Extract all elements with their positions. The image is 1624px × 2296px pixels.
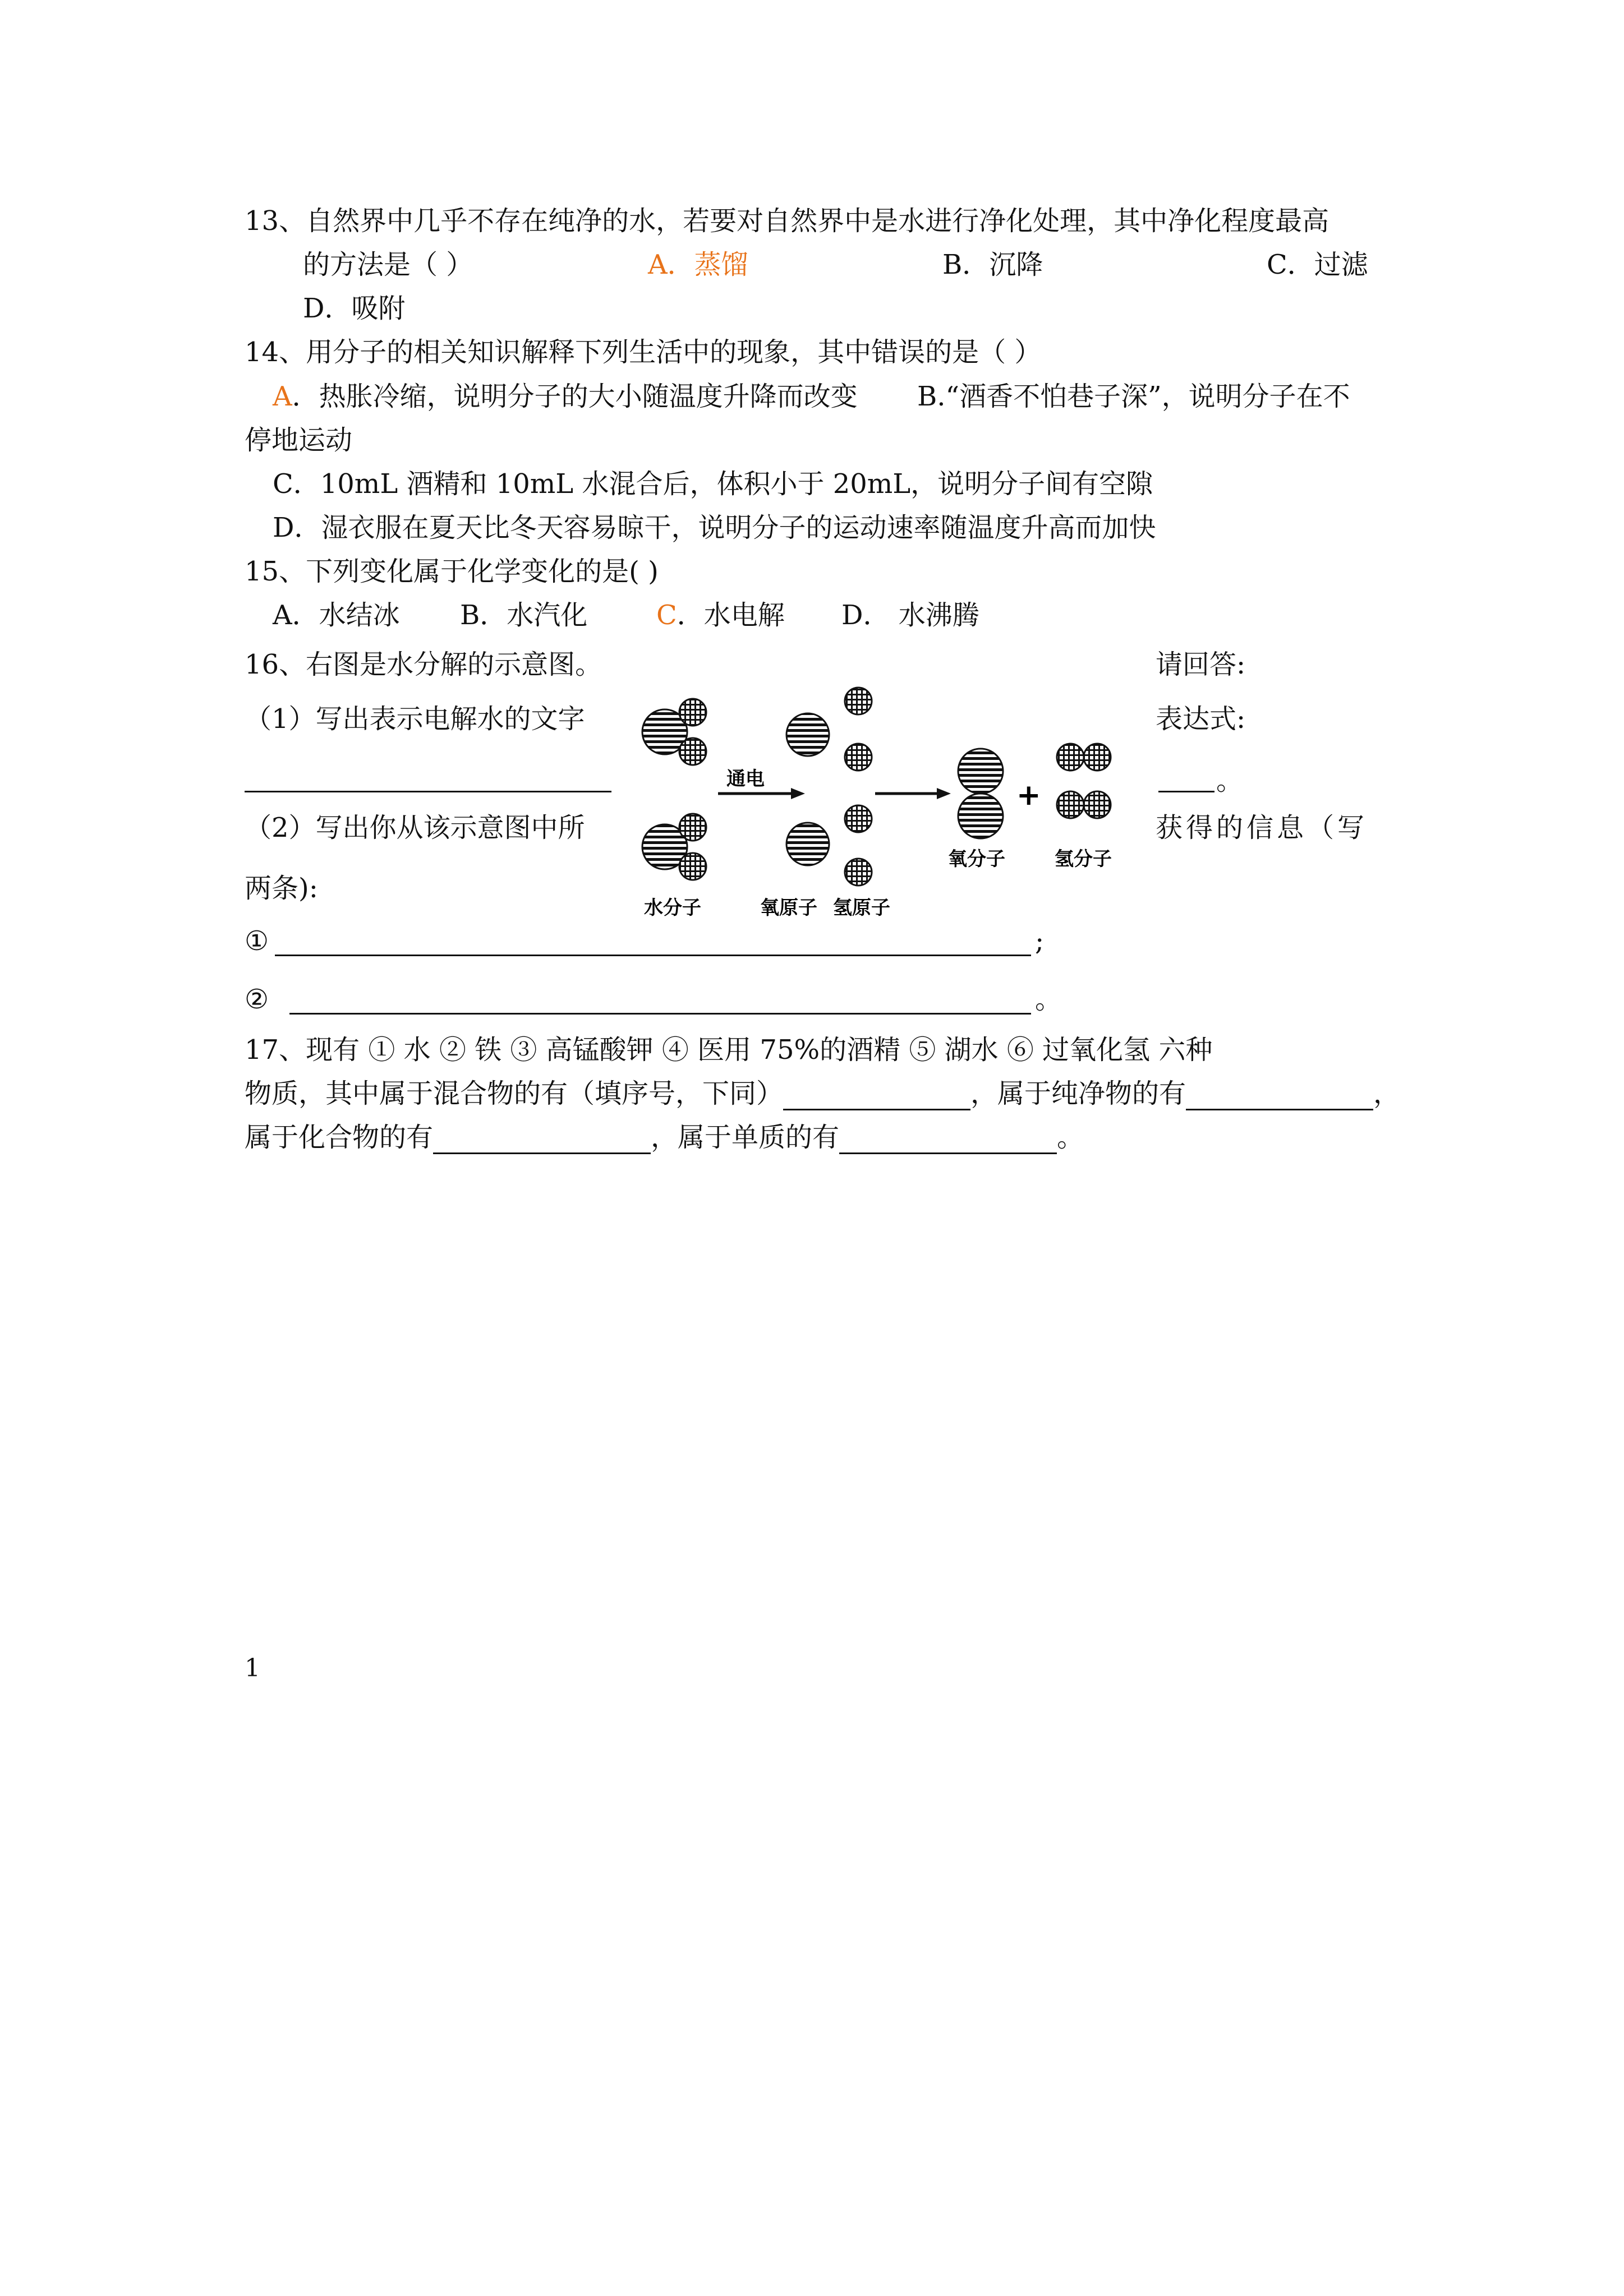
q16-stem-right: 请回答:: [1156, 649, 1246, 680]
label-hydrogen-atom: 氢原子: [833, 897, 890, 919]
q15-stem: 15、下列变化属于化学变化的是( ): [245, 556, 659, 587]
q14-option-a: ．热胀冷缩，说明分子的大小随温度升降而改变: [292, 381, 858, 412]
q14-line-ab: [273, 380, 858, 413]
hydrogen-molecule-bottom: [1057, 791, 1111, 818]
q13-option-b: B．沉降: [942, 249, 1043, 280]
q13-option-a: A．蒸馏: [648, 249, 748, 280]
q17-pure-blank[interactable]: [1186, 1083, 1373, 1110]
q16-part1: （1）写出表示电解水的文字: [245, 703, 585, 735]
q17-compound-label: 属于化合物的有: [245, 1122, 434, 1153]
q16-part2-right: 获得的信息（写: [1156, 812, 1368, 843]
q17-comma: ，: [1373, 1078, 1401, 1109]
q17-line3: [245, 1121, 1084, 1154]
q15-option-c: [656, 598, 785, 632]
reaction-arrow: [875, 788, 951, 799]
q17-element-label: ，属于单质的有: [651, 1122, 840, 1153]
q16-item1-end: ;: [1035, 925, 1045, 957]
q14-stem: 14、用分子的相关知识解释下列生活中的现象，其中错误的是（ ）: [245, 336, 1042, 368]
q17-mixture-label: 物质，其中属于混合物的有（填序号，下同）: [245, 1078, 784, 1109]
q17-compound-blank[interactable]: [433, 1127, 651, 1154]
oxygen-atom-top: [786, 713, 829, 756]
q15-option-a: A．水结冰: [273, 600, 400, 631]
q16-part2-line2: 两条):: [245, 873, 318, 904]
q17-pure-label: ，属于纯净物的有: [970, 1078, 1186, 1109]
oxygen-molecule: [958, 749, 1003, 838]
oxygen-atom-bottom: [786, 823, 829, 865]
water-molecule-bottom: [642, 814, 706, 880]
q16-part2: （2）写出你从该示意图中所: [245, 812, 585, 843]
arrow-label: 通电: [726, 768, 765, 790]
q16-part1-right: 表达式:: [1156, 703, 1246, 735]
q16-answer-line-right[interactable]: [1158, 791, 1214, 792]
q16-item1-marker: ①: [245, 925, 269, 957]
q15-option-c-letter: C: [656, 600, 677, 631]
q16-item2-marker: ②: [245, 984, 269, 1015]
q16-item1-line[interactable]: [275, 955, 1031, 956]
q13-line1: 13、自然界中几乎不存在纯净的水，若要对自然界中是水进行净化处理，其中净化程度最高: [245, 205, 1329, 237]
q15-option-b: B．水汽化: [460, 600, 588, 631]
q17-line1: 17、现有 ① 水 ② 铁 ③ 高锰酸钾 ④ 医用 75%的酒精 ⑤ 湖水 ⑥ 过氧化氢 六种: [245, 1034, 1213, 1066]
water-molecule-top: [642, 699, 706, 765]
q16-item2-end: 。: [1035, 984, 1062, 1015]
q17-mixture-blank[interactable]: [783, 1083, 970, 1110]
q17-period: 。: [1057, 1122, 1084, 1153]
plus-sign: +: [1016, 778, 1041, 812]
q14-option-b-cont: 停地运动: [245, 425, 353, 456]
page-number: 1: [245, 1654, 260, 1682]
label-oxygen-atom: 氧原子: [760, 897, 817, 919]
q14-option-c: C．10mL 酒精和 10mL 水混合后，体积小于 20mL，说明分子间有空隙: [273, 468, 1153, 500]
q17-line2: [245, 1077, 1400, 1110]
q15-option-d: D． 水沸腾: [841, 600, 979, 631]
hydrogen-atoms: [845, 688, 872, 886]
q16-answer-line-left[interactable]: [245, 791, 611, 792]
q13-stem-end: 的方法是（ ）: [303, 249, 473, 280]
q14-option-a-letter: A: [273, 381, 292, 412]
q17-element-blank[interactable]: [839, 1127, 1057, 1154]
q16-item2-line[interactable]: [289, 1013, 1031, 1015]
q14-option-d: D．湿衣服在夏天比冬天容易晾干，说明分子的运动速率随温度升高而加快: [273, 512, 1156, 543]
hydrogen-molecule-top: [1057, 744, 1111, 771]
label-water-molecule: 水分子: [644, 897, 701, 919]
label-hydrogen-molecule: 氢分子: [1055, 848, 1112, 870]
q13-line2: [303, 248, 473, 282]
q15-option-c-text: ．水电解: [677, 600, 785, 631]
water-electrolysis-diagram: [634, 679, 1139, 925]
q16-stem: 16、右图是水分解的示意图。: [245, 649, 602, 680]
q13-option-d: D．吸附: [303, 293, 406, 324]
label-oxygen-molecule: 氧分子: [948, 848, 1005, 870]
q14-option-b: B.“酒香不怕巷子深”，说明分子在不: [917, 381, 1350, 412]
q16-part1-end: 。: [1216, 765, 1244, 796]
q13-option-c: C．过滤: [1267, 249, 1368, 280]
